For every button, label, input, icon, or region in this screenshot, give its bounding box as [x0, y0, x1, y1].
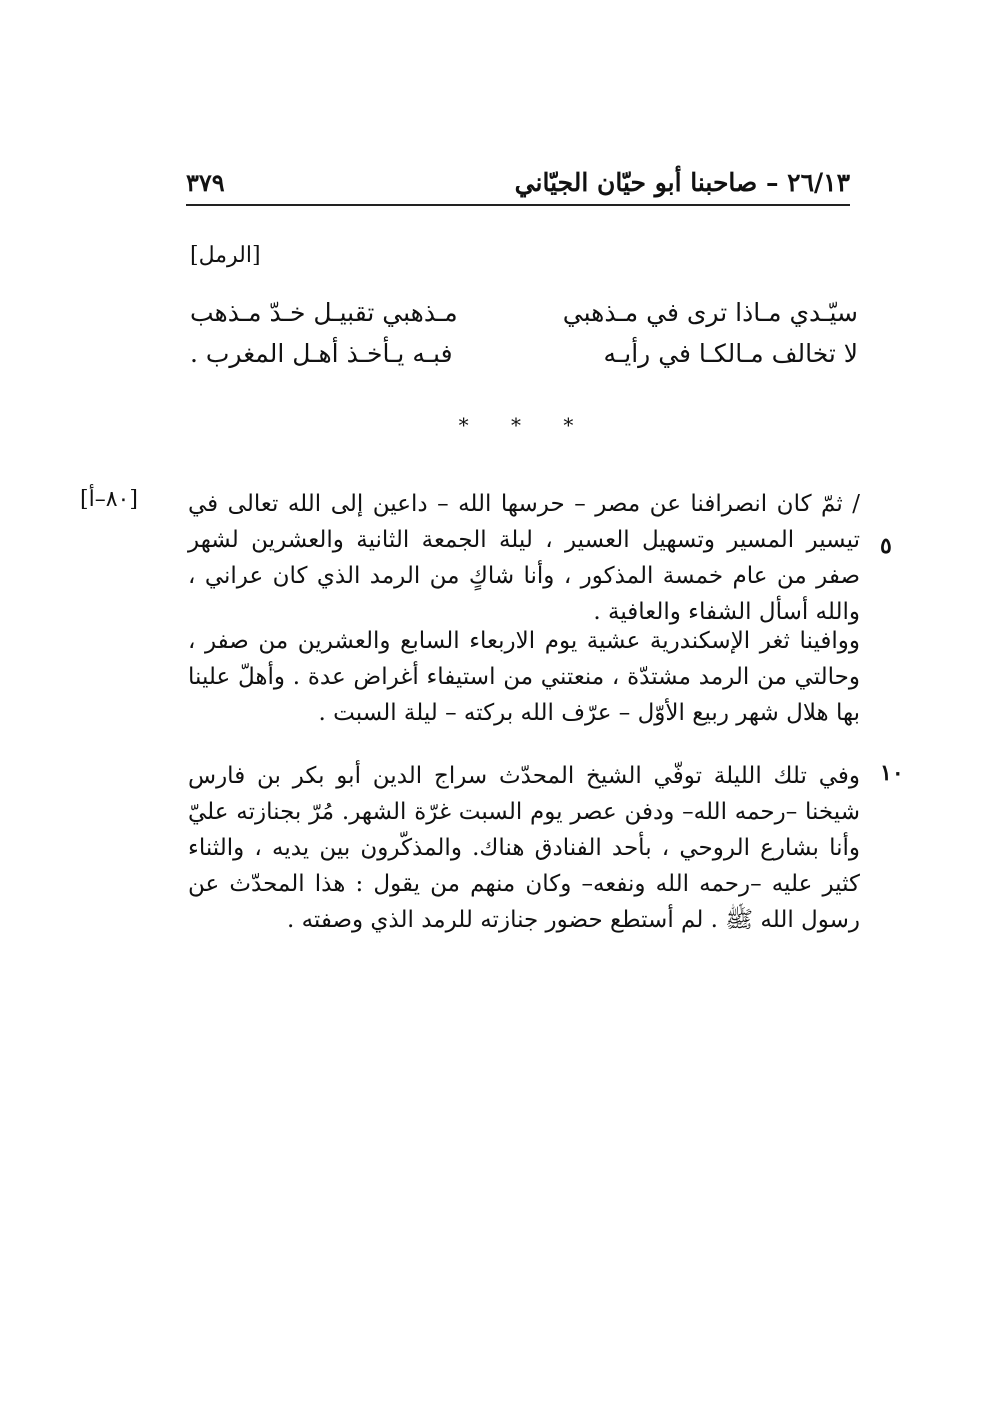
- running-head: [186, 164, 850, 206]
- section-separator: * * *: [458, 413, 592, 437]
- running-head-title: ٢٦/١٣ – صاحبنا أبو حيّان الجيّاني: [514, 168, 850, 197]
- body-paragraph-2: ووافينا ثغر الإسكندرية عشية يوم الاربعاء السابع والعشرين من صفر ، وحالتي من الرمد مشتدّة ، منعتني من استيفاء أغراض عدة . وأهلّ علينا بها هلال شهر ربيع الأوّل – عرّف الله بركته – ليلة السبت .: [188, 628, 860, 726]
- line-number-10: ١٠: [880, 760, 904, 786]
- verse-2-first-hemistich: لا تخالف مـالكـا في رأيـه: [603, 339, 858, 368]
- line-number-5: ٥: [880, 533, 892, 559]
- verse-1-first-hemistich: سيّـدي مـاذا ترى في مـذهبي: [562, 298, 858, 327]
- body-paragraph-3: وفي تلك الليلة توفّي الشيخ المحدّث سراج الدين أبو بكر بن فارس شيخنا –رحمه الله– ودفن عصر يوم السبت غرّة الشهر. مُرّ بجنازته عليّ وأنا بشارع الروحي ، بأحد الفنادق هناك. والمذكّرون بين يديه ، والثناء كثير عليه –رحمه الله ونفعه– وكان منهم من يقول : هذا المحدّث عن رسول الله ﷺ . لم أستطع حضور جنازته للرمد الذي وصفته .: [188, 763, 860, 933]
- folio-reference: [٨٠–أ]: [80, 487, 138, 512]
- poem-verse-1: [190, 298, 858, 338]
- poem-meter: [الرمل]: [190, 243, 261, 268]
- page-number: ٣٧٩: [186, 168, 225, 197]
- body-paragraph-1: / ثمّ كان انصرافنا عن مصر – حرسها الله – داعين إلى الله تعالى في تيسير المسير وتسهيل العسير ، ليلة الجمعة الثانية والعشرين لشهر صفر من عام خمسة المذكور ، وأنا شاكٍ من الرمد الذي كان عراني ، والله أسأل الشفاء والعافية .: [188, 491, 860, 625]
- verse-1-second-hemistich: مـذهبي تقبيـل خـدّ مـذهب: [190, 298, 458, 327]
- poem-verse-2: [190, 339, 858, 379]
- verse-2-second-hemistich: فبـه يـأخـذ أهـل المغرب .: [190, 339, 453, 368]
